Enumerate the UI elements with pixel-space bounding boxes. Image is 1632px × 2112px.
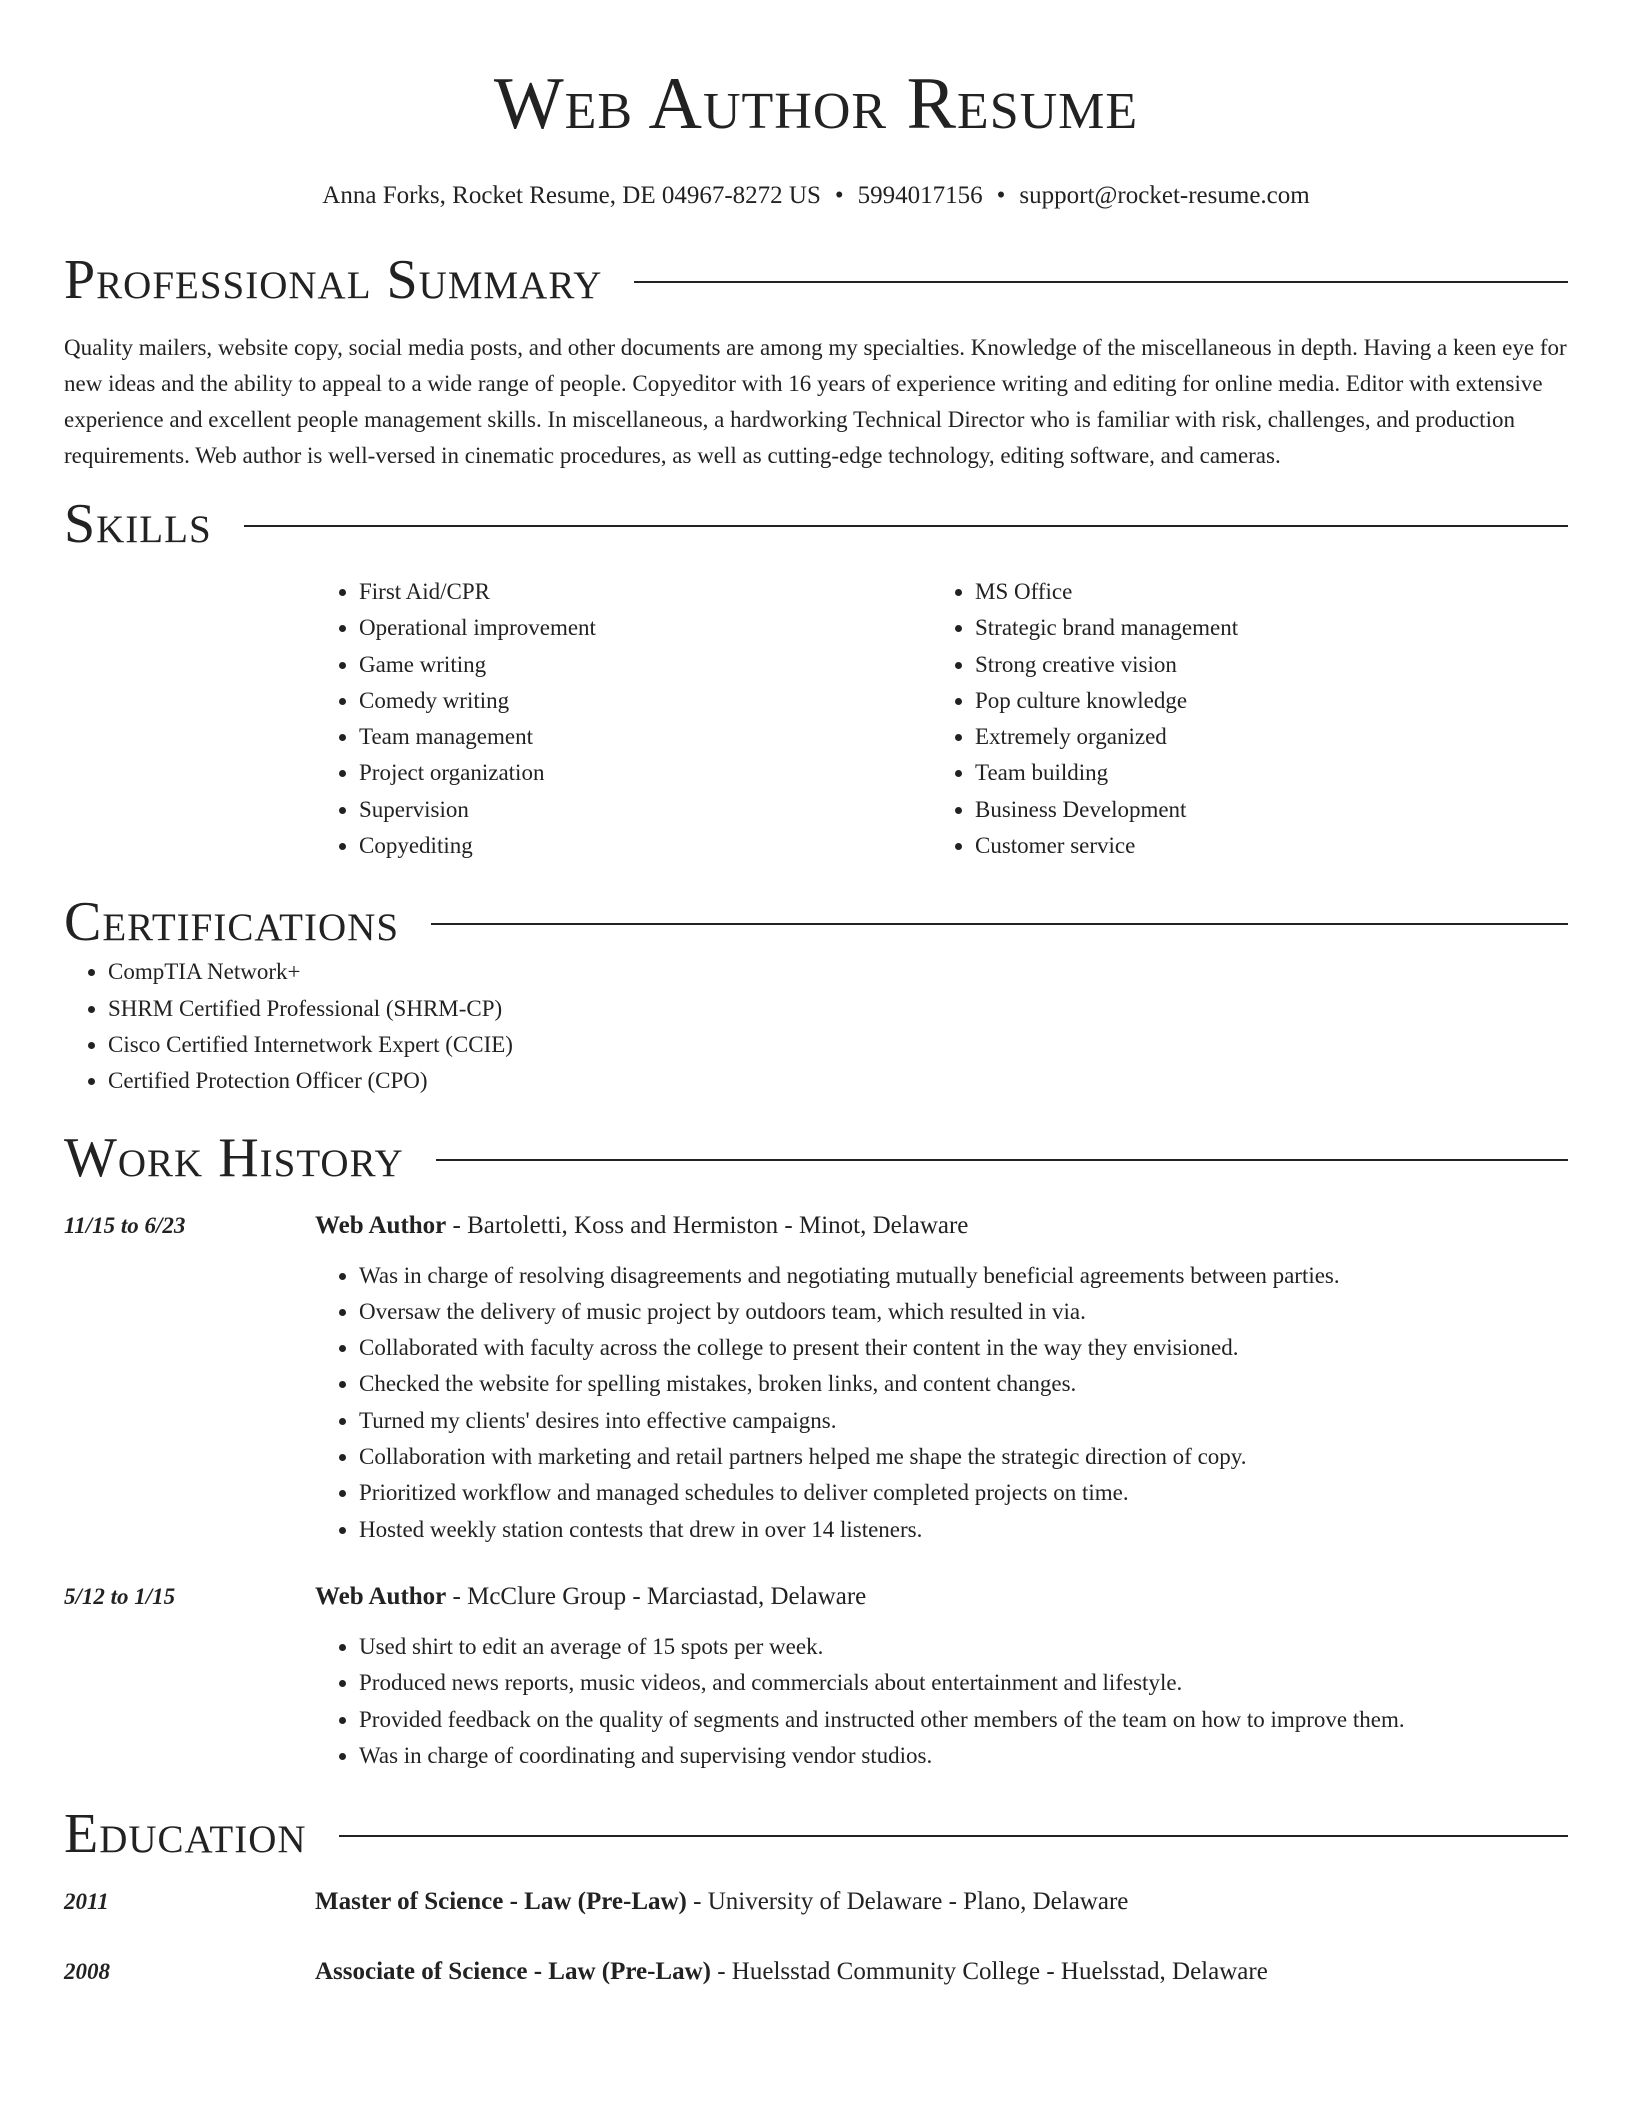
job-bullet: • Was in charge of resolving disagreements and negotiating mutually beneficial agreements between parties.	[359, 1258, 1568, 1294]
contact-address: Anna Forks, Rocket Resume, DE 04967-8272 US	[322, 182, 821, 209]
skill-item: • Project organization	[359, 755, 931, 791]
job-bullet: • Collaboration with marketing and retail partners helped me shape the strategic direction of copy.	[359, 1439, 1568, 1475]
education-details: - Huelsstad Community College - Huelsstad, Delaware	[710, 1958, 1268, 1986]
work-history-header	[64, 1126, 1568, 1190]
job-bullet: • Provided feedback on the quality of segments and instructed other members of the team on how to improve them.	[359, 1702, 1568, 1738]
skill-item: • Extremely organized	[975, 719, 1568, 755]
skill-item: • First Aid/CPR	[359, 574, 931, 610]
skills-section	[64, 492, 1568, 864]
job-bullet: • Turned my clients' desires into effective campaigns.	[359, 1403, 1568, 1439]
education-heading	[315, 1884, 1568, 1920]
section-heading-skills: Skills	[64, 493, 212, 555]
job-bullet: • Hosted weekly station contests that drew in over 14 listeners.	[359, 1512, 1568, 1548]
skill-item: • Pop culture knowledge	[975, 683, 1568, 719]
summary-header	[64, 248, 1568, 312]
job-dates: 11/15 to 6/23	[64, 1212, 186, 1238]
skill-item: • Supervision	[359, 792, 931, 828]
skill-item: • Strong creative vision	[975, 647, 1568, 683]
section-heading-certifications: Certifications	[64, 891, 400, 954]
certification-item: • CompTIA Network+	[108, 954, 1568, 990]
job-bullet: • Was in charge of coordinating and supervising vendor studios.	[359, 1738, 1568, 1774]
section-heading-work-history: Work History	[64, 1126, 404, 1189]
section-divider	[634, 281, 1568, 283]
skill-item: • Team building	[975, 755, 1568, 791]
skill-item: • Game writing	[359, 647, 931, 683]
job-details: - McClure Group - Marciastad, Delaware	[446, 1582, 867, 1610]
education-year: 2008	[64, 1959, 110, 1985]
certification-item: • Cisco Certified Internetwork Expert (CCIE)	[108, 1027, 1568, 1063]
skill-item: • MS Office	[975, 574, 1568, 610]
job-bullet: • Collaborated with faculty across the college to present their content in the way they envisioned.	[359, 1330, 1568, 1366]
skills-header	[64, 492, 1568, 556]
education-content	[315, 1884, 1568, 1920]
bullet-separator: •	[996, 182, 1006, 209]
certifications-list	[64, 954, 1568, 1099]
section-divider	[244, 525, 1568, 527]
skill-item: • Business Development	[975, 792, 1568, 828]
skills-list-left	[315, 574, 931, 864]
job-bullet: • Checked the website for spelling mistakes, broken links, and content changes.	[359, 1366, 1568, 1402]
job-title: Web Author	[315, 1211, 447, 1239]
summary-text: Quality mailers, website copy, social media posts, and other documents are among my specialties. Knowledge of the miscellaneous in depth. Having a keen eye for new ideas and the ability to appeal to a wide range of people. Copyeditor with 16 years of experience writing and editing for online media. Editor with extensive experience and excellent people management skills. In miscellaneous, a hardworking Technical Director who is familiar with risk, challenges, and production requirements. Web author is well-versed in cinematic procedures, as well as cutting-edge technology, editing software, and cameras.	[64, 335, 1567, 468]
skill-item: • Strategic brand management	[975, 610, 1568, 646]
job-heading	[315, 1208, 1568, 1244]
section-divider	[339, 1835, 1568, 1837]
education-entry	[64, 1884, 1568, 1920]
contact-email: support@rocket-resume.com	[1019, 182, 1310, 209]
job-heading	[315, 1579, 1568, 1615]
skills-list-right	[931, 574, 1568, 864]
skill-item: • Comedy writing	[359, 683, 931, 719]
contact-phone: 5994017156	[857, 182, 983, 209]
job-content	[315, 1579, 1568, 1774]
education-content	[315, 1954, 1568, 1990]
job-details: - Bartoletti, Koss and Hermiston - Minot, Delaware	[446, 1211, 969, 1239]
certifications-header	[64, 890, 1568, 954]
job-bullet: • Used shirt to edit an average of 15 spots per week.	[359, 1629, 1568, 1665]
work-history-section	[64, 1126, 1568, 1775]
section-heading-summary: Professional Summary	[64, 249, 603, 311]
resume-title: Web Author Resume	[493, 63, 1139, 145]
job-content	[315, 1208, 1568, 1548]
skill-item: • Customer service	[975, 828, 1568, 864]
skills-columns	[315, 574, 1568, 864]
job-bullets	[315, 1258, 1568, 1548]
education-heading	[315, 1954, 1568, 1990]
certification-item: • Certified Protection Officer (CPO)	[108, 1063, 1568, 1099]
job-bullet: • Oversaw the delivery of music project by outdoors team, which resulted in via.	[359, 1294, 1568, 1330]
education-details: - University of Delaware - Plano, Delaware	[686, 1888, 1129, 1916]
job-bullet: • Prioritized workflow and managed schedules to deliver completed projects on time.	[359, 1475, 1568, 1511]
certifications-section	[64, 890, 1568, 1099]
job-bullet: • Produced news reports, music videos, and commercials about entertainment and lifestyle.	[359, 1665, 1568, 1701]
job-title: Web Author	[315, 1582, 447, 1610]
summary-section	[64, 248, 1568, 474]
education-entry	[64, 1954, 1568, 1990]
education-section	[64, 1802, 1568, 1990]
section-divider	[431, 923, 1568, 925]
education-degree: Master of Science - Law (Pre-Law)	[315, 1888, 687, 1916]
job-entry	[64, 1208, 1568, 1548]
job-bullets	[315, 1629, 1568, 1774]
job-dates: 5/12 to 1/15	[64, 1583, 176, 1609]
education-year: 2011	[64, 1889, 109, 1915]
skill-item: • Team management	[359, 719, 931, 755]
bullet-separator: •	[834, 182, 844, 209]
certification-item: • SHRM Certified Professional (SHRM-CP)	[108, 991, 1568, 1027]
skill-item: • Operational improvement	[359, 610, 931, 646]
skill-item: • Copyediting	[359, 828, 931, 864]
education-header	[64, 1802, 1568, 1866]
education-degree: Associate of Science - Law (Pre-Law)	[315, 1958, 711, 1986]
job-entry	[64, 1579, 1568, 1774]
section-divider	[436, 1159, 1568, 1161]
contact-line	[64, 180, 1568, 212]
section-heading-education: Education	[64, 1803, 307, 1866]
